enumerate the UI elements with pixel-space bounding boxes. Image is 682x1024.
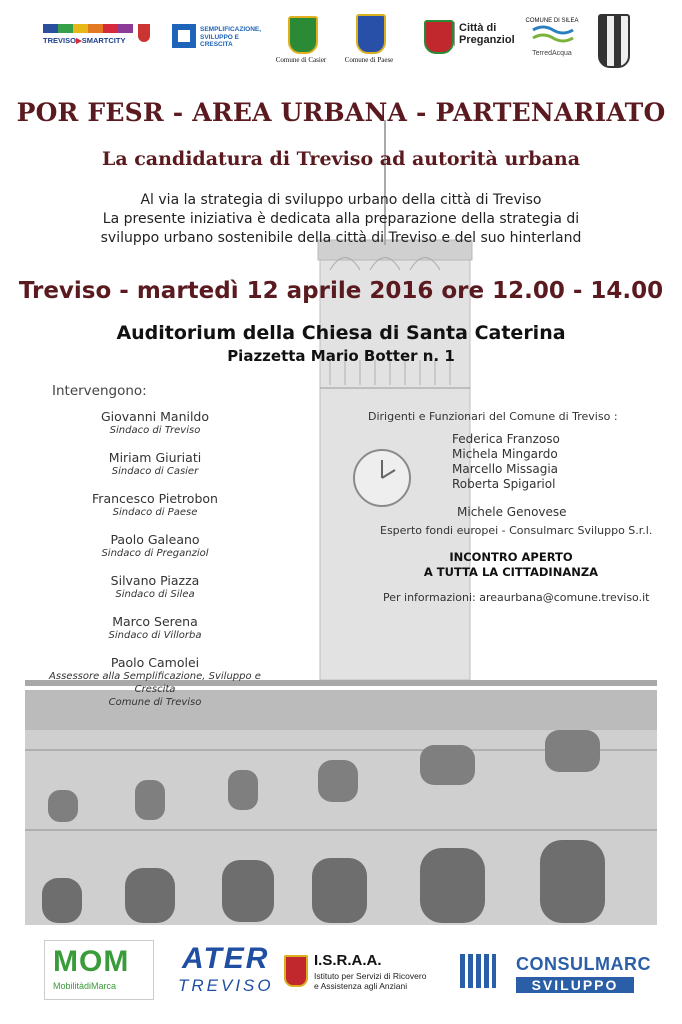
paese-crest-icon (356, 14, 386, 54)
intro-text: Al via la strategia di sviluppo urbano della città di Treviso La presente iniziativa è dedicata alla preparazione della strategia di sviluppo urbano sostenibile della città di Treviso e del suo hinterland (100, 192, 582, 246)
open-event-notice: INCONTRO APERTO A TUTTA LA CITTADINANZA (423, 550, 599, 579)
speaker-item: Paolo Camolei Assessore alla Semplificazione, Sviluppo e Crescita Comune di Treviso (49, 655, 261, 708)
official-name: Marcello Missagia (452, 462, 559, 476)
ater-logo: ATER TREVISO (178, 942, 274, 995)
expert-role: Esperto fondi europei - Consulmarc Sviluppo S.r.l. (380, 524, 653, 537)
casier-crest-icon (288, 16, 318, 54)
speaker-item: Giovanni Manildo Sindaco di Treviso (100, 409, 210, 436)
speaker-item: Paolo Galeano Sindaco di Preganziol (101, 532, 209, 559)
event-address: Piazzetta Mario Botter n. 1 (227, 347, 455, 365)
israa-crest-icon (284, 955, 308, 987)
casier-label: Comune di Casier (275, 56, 327, 64)
info-contact[interactable]: Per informazioni: areaurbana@comune.treviso.it (383, 591, 650, 604)
paese-label: Comune di Paese (344, 56, 394, 64)
speaker-item: Silvano Piazza Sindaco di Silea (110, 573, 200, 600)
official-name: Federica Franzoso (452, 432, 560, 446)
treviso-smartcity-logo: TREVISO▶SMARTCITY (43, 24, 133, 46)
page-title: POR FESR - AREA URBANA - PARTENARIATO (16, 98, 666, 127)
speakers-heading: Intervengono: (52, 383, 147, 399)
officials-heading: Dirigenti e Funzionari del Comune di Treviso : (368, 410, 618, 423)
silea-waves-icon (529, 24, 575, 46)
preganziol-crest-icon (424, 20, 454, 54)
speaker-item: Miriam Giuriati Sindaco di Casier (108, 450, 202, 477)
silea-logo: COMUNE DI SILEA TerredAcqua (525, 18, 579, 57)
official-name: Michela Mingardo (452, 447, 558, 461)
semplificazione-logo: SEMPLIFICAZIONE, SVILUPPO E CRESCITA (172, 24, 262, 52)
israa-logo-text: I.S.R.A.A. Istituto per Servizi di Ricovero e Assistenza agli Anziani (314, 952, 427, 991)
speakers-list (40, 409, 270, 709)
expert-name: Michele Genovese (457, 505, 567, 519)
mom-logo: MOM MobilitàdiMarca (44, 940, 154, 1000)
event-venue: Auditorium della Chiesa di Santa Caterina (116, 322, 566, 344)
event-date: Treviso - martedì 12 aprile 2016 ore 12.00 - 14.00 (18, 278, 664, 304)
villorba-crest-icon (598, 14, 630, 68)
consulmarc-mark-icon (460, 954, 496, 988)
official-name: Roberta Spigariol (452, 477, 556, 491)
preganziol-label: Città di Preganziol (454, 22, 515, 46)
officials-list (452, 432, 560, 492)
consulmarc-logo-text: CONSULMARC SVILUPPO (516, 954, 651, 993)
speaker-item: Marco Serena Sindaco di Villorba (108, 614, 202, 641)
treviso-crest-small-icon (138, 24, 150, 42)
page-subtitle: La candidatura di Treviso ad autorità urbana (101, 148, 581, 170)
speaker-item: Francesco Pietrobon Sindaco di Paese (92, 491, 218, 518)
